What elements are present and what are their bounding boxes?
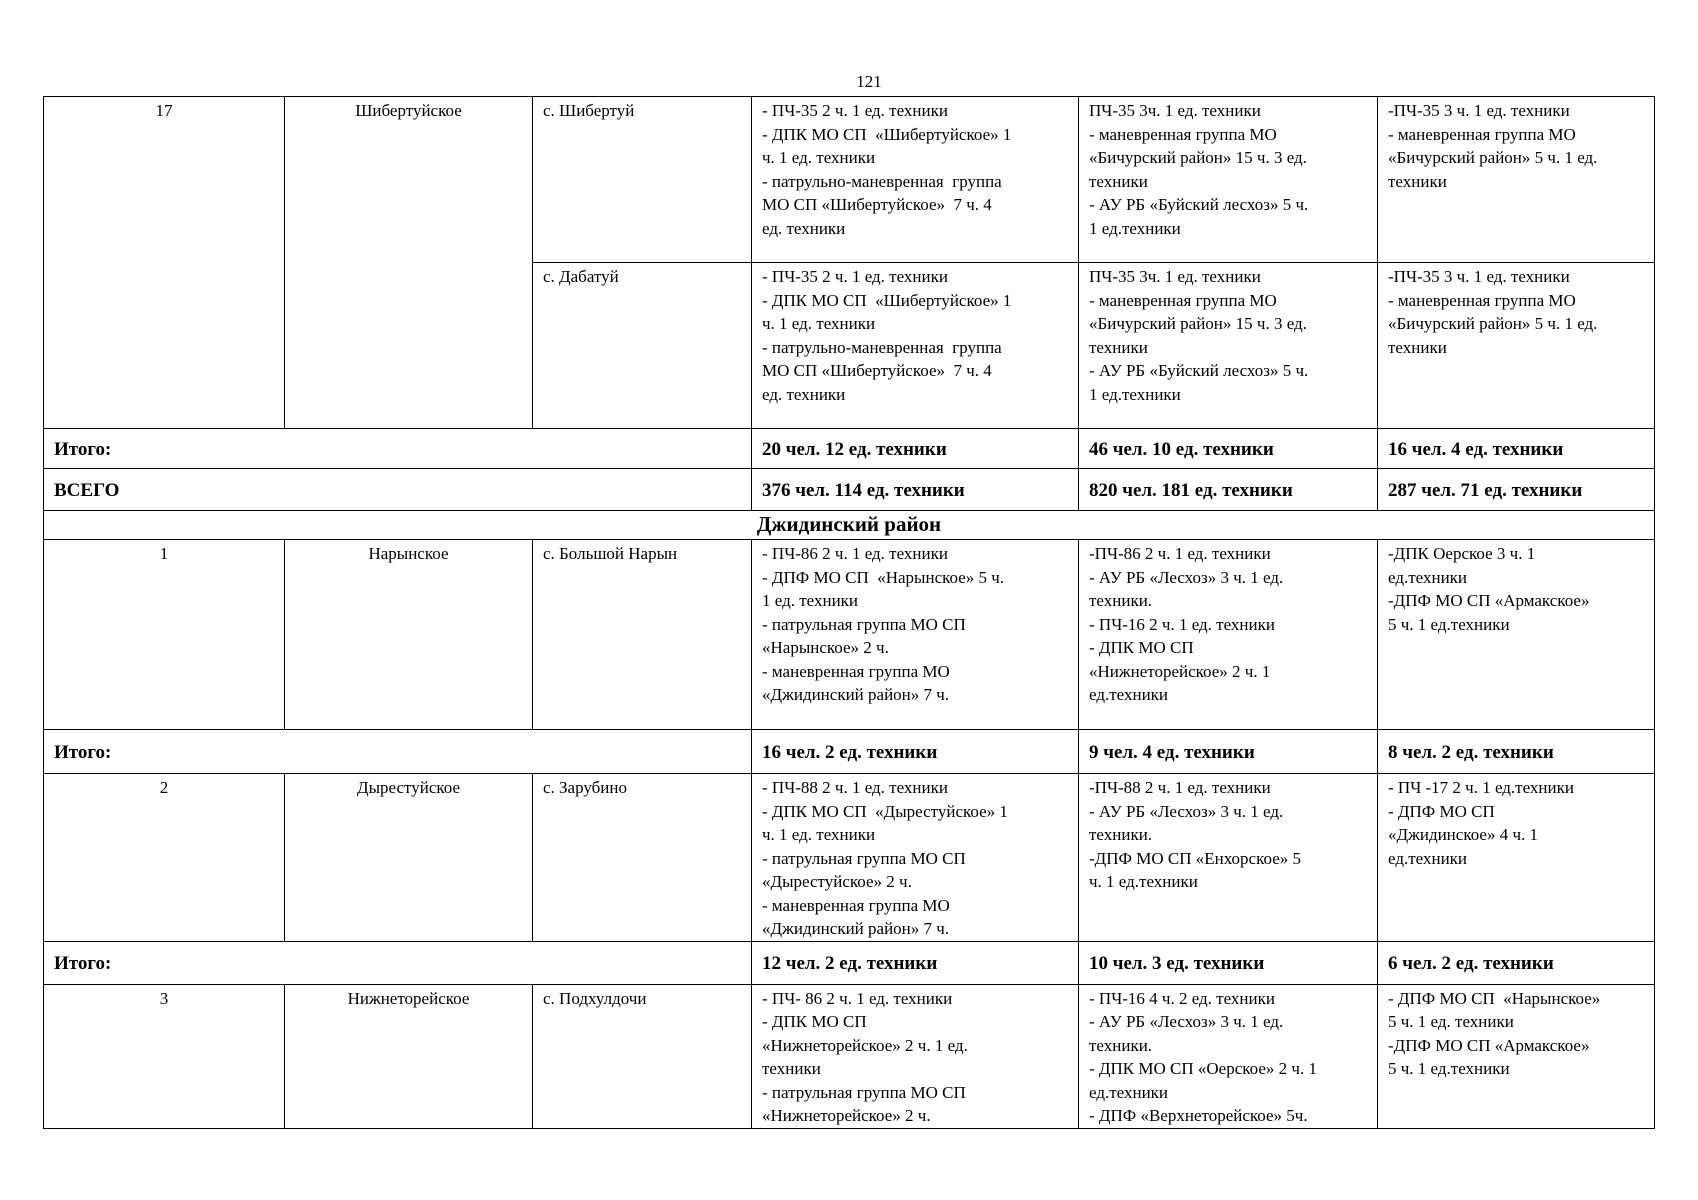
cell-line: - патрульная группа МО СП <box>762 1082 966 1102</box>
page-number: 121 <box>856 72 882 91</box>
district-title: Джидинский район <box>44 511 1655 540</box>
subtotal-level-2: 9 чел. 4 ед. техники <box>1079 730 1378 774</box>
forces-level-3 <box>1378 774 1655 942</box>
settlement-name: Шибертуйское <box>285 97 533 429</box>
cell-line: -ДПФ МО СП «Армакское» <box>1388 591 1590 610</box>
cell-line: ед.техники <box>1089 1082 1169 1102</box>
cell-line: - ДПК МО СП <box>1089 638 1194 657</box>
cell-line: - маневренная группа МО <box>1388 124 1576 144</box>
cell-line: - АУ РБ «Буйский лесхоз» 5 ч. <box>1089 361 1309 380</box>
cell-line: - ПЧ-35 2 ч. 1 ед. техники <box>762 267 948 286</box>
cell-line: - ПЧ- 86 2 ч. 1 ед. техники <box>762 988 953 1008</box>
forces-level-1 <box>752 984 1079 1128</box>
forces-level-1 <box>752 540 1079 730</box>
forces-level-2 <box>1079 984 1378 1128</box>
cell-line: - ДПК МО СП «Шибертуйское» 1 <box>762 124 1012 144</box>
row-number: 17 <box>44 97 285 429</box>
forces-level-1 <box>752 774 1079 942</box>
grand-total-row <box>44 469 1655 511</box>
subtotal-level-3: 8 чел. 2 ед. техники <box>1378 730 1655 774</box>
cell-line: - ПЧ-86 2 ч. 1 ед. техники <box>762 544 948 563</box>
locality-name: с. Дабатуй <box>533 263 752 429</box>
cell-line: - ДПФ МО СП «Нарынское» 5 ч. <box>762 567 1005 587</box>
cell-line: -ПЧ-35 3 ч. 1 ед. техники <box>1388 267 1570 286</box>
cell-line: - патрульная группа МО СП <box>762 848 966 868</box>
forces-level-2 <box>1079 540 1378 730</box>
cell-line: -ПЧ-86 2 ч. 1 ед. техники <box>1089 544 1271 563</box>
cell-line: «Нижнеторейское» 2 ч. 1 ед. <box>762 1035 968 1055</box>
subtotal-row <box>44 941 1655 984</box>
cell-line: «Джидинское» 4 ч. 1 <box>1388 825 1539 844</box>
cell-line: техники <box>1089 337 1148 357</box>
forces-level-3 <box>1378 984 1655 1128</box>
cell-line: - АУ РБ «Лесхоз» 3 ч. 1 ед. <box>1089 567 1284 587</box>
cell-line: техники. <box>1089 591 1153 610</box>
resource-table <box>43 96 1655 1129</box>
cell-line: - ПЧ-16 2 ч. 1 ед. техники <box>1089 614 1275 634</box>
cell-line: ПЧ-35 3ч. 1 ед. техники <box>1089 101 1261 120</box>
row-number: 3 <box>44 984 285 1128</box>
subtotal-label: Итого: <box>44 429 752 469</box>
table-row <box>44 984 1655 1128</box>
cell-line: - ДПК МО СП «Шибертуйское» 1 <box>762 290 1012 310</box>
cell-line: - ПЧ -17 2 ч. 1 ед.техники <box>1388 778 1574 797</box>
cell-line: - ДПФ «Верхнеторейское» 5ч. <box>1089 1106 1308 1125</box>
grand-total-level-3: 287 чел. 71 ед. техники <box>1378 469 1655 511</box>
cell-line: «Бичурский район» 5 ч. 1 ед. <box>1388 314 1598 333</box>
cell-line: - ДПФ МО СП <box>1388 801 1495 821</box>
subtotal-level-2: 10 чел. 3 ед. техники <box>1079 941 1378 984</box>
cell-line: -ПЧ-88 2 ч. 1 ед. техники <box>1089 778 1271 797</box>
cell-line: - патрульная группа МО СП <box>762 614 966 634</box>
cell-line: - ДПК МО СП «Оерское» 2 ч. 1 <box>1089 1059 1317 1078</box>
cell-line: -ДПФ МО СП «Енхорское» 5 <box>1089 848 1302 868</box>
subtotal-level-2: 46 чел. 10 ед. техники <box>1079 429 1378 469</box>
cell-line: «Нижнеторейское» 2 ч. 1 <box>1089 661 1271 681</box>
cell-line: ед.техники <box>1388 848 1468 868</box>
subtotal-label: Итого: <box>44 941 752 984</box>
cell-line: -ДПК Оерское 3 ч. 1 <box>1388 544 1536 563</box>
cell-line: - ПЧ-35 2 ч. 1 ед. техники <box>762 101 948 120</box>
cell-line: 5 ч. 1 ед.техники <box>1388 1059 1510 1078</box>
cell-line: ч. 1 ед. техники <box>762 314 876 333</box>
grand-total-level-2: 820 чел. 181 ед. техники <box>1079 469 1378 511</box>
cell-line: техники <box>762 1059 821 1078</box>
cell-line: ед. техники <box>762 384 846 404</box>
cell-line: ед. техники <box>762 218 846 238</box>
cell-line: «Джидинский район» 7 ч. <box>762 685 950 704</box>
subtotal-level-1: 12 чел. 2 ед. техники <box>752 941 1079 984</box>
table-row <box>44 774 1655 942</box>
cell-line: - маневренная группа МО <box>1089 290 1277 310</box>
forces-level-1 <box>752 97 1079 263</box>
cell-line: - АУ РБ «Лесхоз» 3 ч. 1 ед. <box>1089 1012 1284 1031</box>
cell-line: ед.техники <box>1089 685 1169 704</box>
cell-line: МО СП «Шибертуйское» 7 ч. 4 <box>762 361 992 380</box>
cell-line: - патрульно-маневренная группа <box>762 171 1002 191</box>
forces-level-1 <box>752 263 1079 429</box>
locality-name: с. Шибертуй <box>533 97 752 263</box>
row-number: 1 <box>44 540 285 730</box>
row-number: 2 <box>44 774 285 942</box>
cell-line: - маневренная группа МО <box>1089 124 1277 144</box>
settlement-name: Нижнеторейское <box>285 984 533 1128</box>
locality-name: с. Большой Нарын <box>533 540 752 730</box>
cell-line: «Нарынское» 2 ч. <box>762 638 889 657</box>
cell-line: 1 ед. техники <box>762 591 859 610</box>
cell-line: 1 ед.техники <box>1089 384 1181 404</box>
cell-line: -ПЧ-35 3 ч. 1 ед. техники <box>1388 101 1570 120</box>
cell-line: -ДПФ МО СП «Армакское» <box>1388 1035 1590 1055</box>
cell-line: - маневренная группа МО <box>1388 290 1576 310</box>
subtotal-row <box>44 730 1655 774</box>
cell-line: - АУ РБ «Лесхоз» 3 ч. 1 ед. <box>1089 801 1284 821</box>
forces-level-3 <box>1378 540 1655 730</box>
forces-level-2 <box>1079 263 1378 429</box>
subtotal-level-1: 20 чел. 12 ед. техники <box>752 429 1079 469</box>
cell-line: - маневренная группа МО <box>762 895 950 915</box>
cell-line: «Дырестуйское» 2 ч. <box>762 872 912 891</box>
cell-line: - ПЧ-88 2 ч. 1 ед. техники <box>762 778 948 797</box>
cell-line: «Нижнеторейское» 2 ч. <box>762 1106 931 1125</box>
grand-total-label: ВСЕГО <box>44 469 752 511</box>
cell-line: ед.техники <box>1388 567 1468 587</box>
cell-line: 1 ед.техники <box>1089 218 1181 238</box>
forces-level-2 <box>1079 774 1378 942</box>
cell-line: - ПЧ-16 4 ч. 2 ед. техники <box>1089 988 1275 1008</box>
settlement-name: Дырестуйское <box>285 774 533 942</box>
grand-total-level-1: 376 чел. 114 ед. техники <box>752 469 1079 511</box>
locality-name: с. Зарубино <box>533 774 752 942</box>
table-row <box>44 540 1655 730</box>
cell-line: - ДПК МО СП <box>762 1012 867 1031</box>
cell-line: «Бичурский район» 15 ч. 3 ед. <box>1089 314 1307 333</box>
cell-line: техники. <box>1089 1035 1153 1055</box>
cell-line: «Джидинский район» 7 ч. <box>762 919 950 938</box>
settlement-name: Нарынское <box>285 540 533 730</box>
cell-line: - ДПК МО СП «Дырестуйское» 1 <box>762 801 1008 821</box>
cell-line: - маневренная группа МО <box>762 661 950 681</box>
cell-line: техники <box>1089 171 1148 191</box>
forces-level-3 <box>1378 97 1655 263</box>
cell-line: - патрульно-маневренная группа <box>762 337 1002 357</box>
section-heading-row <box>44 511 1655 540</box>
cell-line: ПЧ-35 3ч. 1 ед. техники <box>1089 267 1261 286</box>
cell-line: МО СП «Шибертуйское» 7 ч. 4 <box>762 195 992 214</box>
subtotal-label: Итого: <box>44 730 752 774</box>
cell-line: 5 ч. 1 ед.техники <box>1388 614 1510 634</box>
forces-level-2 <box>1079 97 1378 263</box>
table-row <box>44 97 1655 263</box>
cell-line: ч. 1 ед. техники <box>762 148 876 167</box>
cell-line: техники <box>1388 171 1447 191</box>
locality-name: с. Подхулдочи <box>533 984 752 1128</box>
cell-line: техники <box>1388 337 1447 357</box>
subtotal-level-3: 16 чел. 4 ед. техники <box>1378 429 1655 469</box>
subtotal-level-3: 6 чел. 2 ед. техники <box>1378 941 1655 984</box>
forces-level-3 <box>1378 263 1655 429</box>
subtotal-row <box>44 429 1655 469</box>
cell-line: «Бичурский район» 5 ч. 1 ед. <box>1388 148 1598 167</box>
cell-line: - ДПФ МО СП «Нарынское» <box>1388 988 1601 1008</box>
cell-line: ч. 1 ед.техники <box>1089 872 1198 891</box>
cell-line: ч. 1 ед. техники <box>762 825 876 844</box>
cell-line: «Бичурский район» 15 ч. 3 ед. <box>1089 148 1307 167</box>
cell-line: техники. <box>1089 825 1153 844</box>
subtotal-level-1: 16 чел. 2 ед. техники <box>752 730 1079 774</box>
cell-line: - АУ РБ «Буйский лесхоз» 5 ч. <box>1089 195 1309 214</box>
cell-line: 5 ч. 1 ед. техники <box>1388 1012 1514 1031</box>
